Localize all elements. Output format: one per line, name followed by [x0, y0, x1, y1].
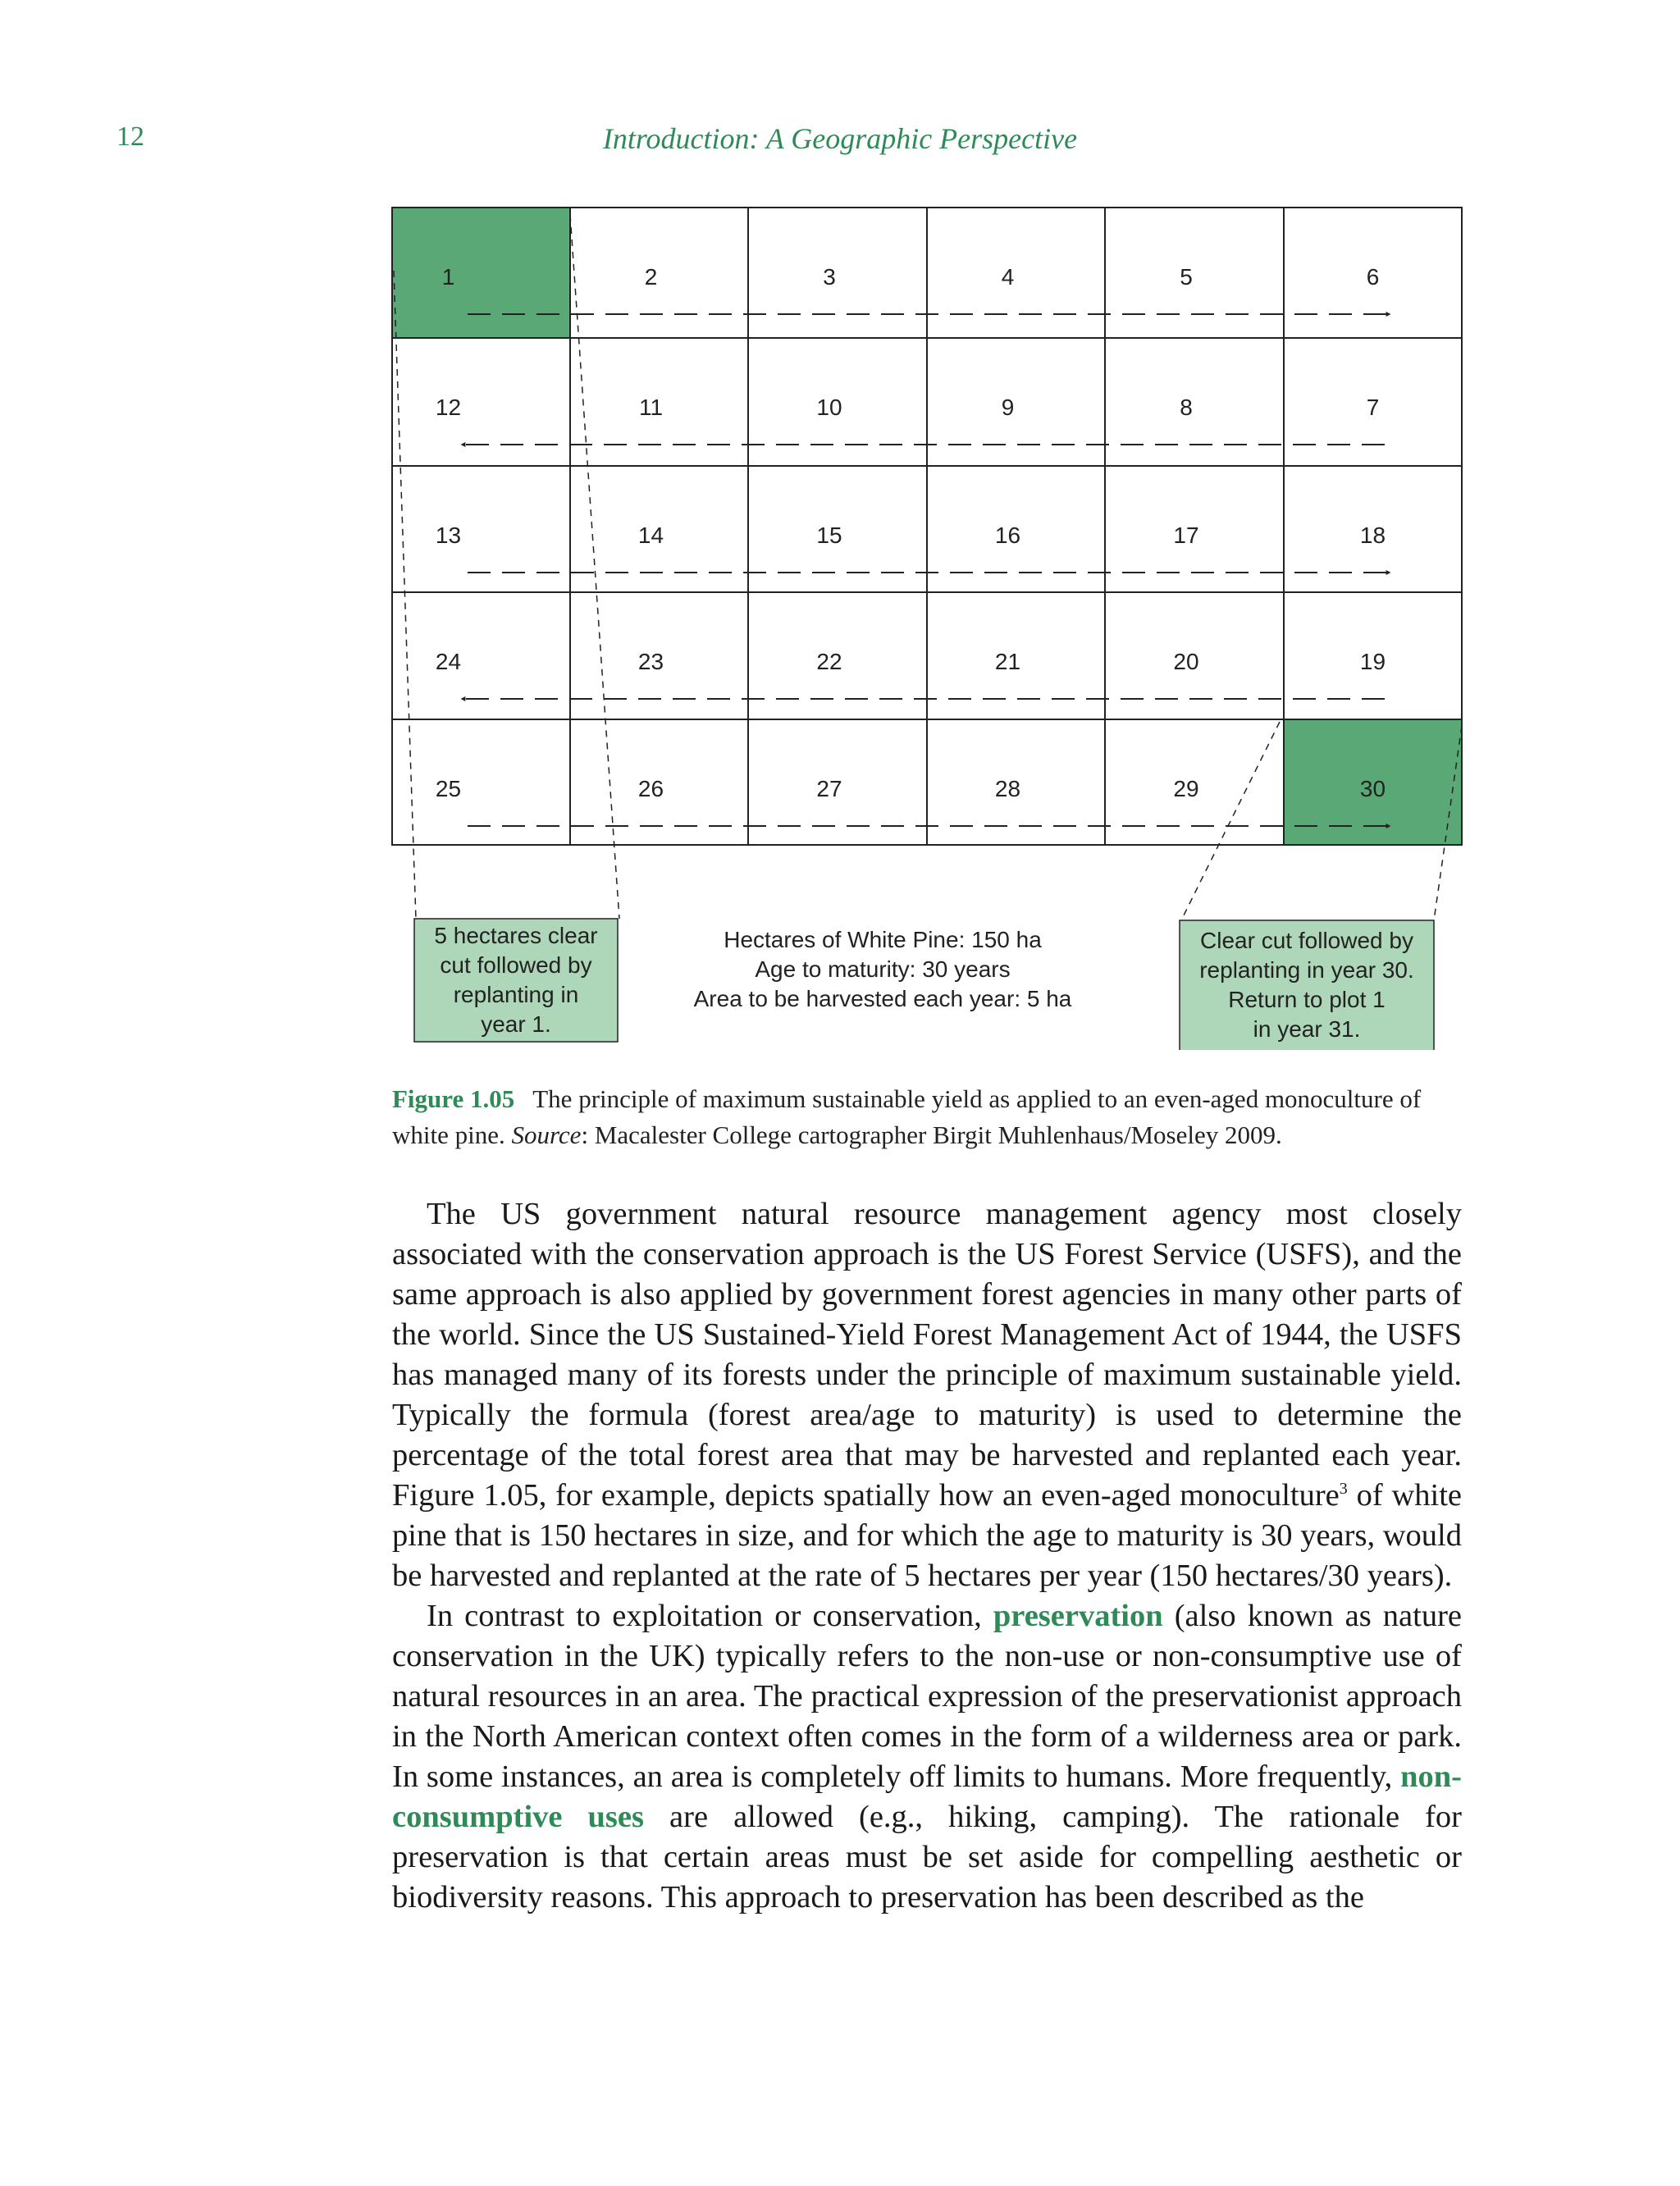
footnote-ref[interactable]: 3 — [1339, 1480, 1348, 1499]
plot-number: 20 — [1173, 649, 1199, 674]
plot-number: 5 — [1180, 264, 1193, 290]
info-line: Area to be harvested each year: 5 ha — [693, 986, 1072, 1011]
leader-line — [1181, 722, 1280, 920]
plot-number: 11 — [638, 395, 664, 420]
running-head: Introduction: A Geographic Perspective — [602, 122, 1078, 155]
plot-number: 22 — [816, 649, 842, 674]
plot-number: 8 — [1180, 395, 1193, 420]
plot-number: 26 — [637, 776, 664, 801]
plot-number: 27 — [816, 776, 842, 801]
plot-number: 25 — [435, 776, 462, 801]
leader-line — [570, 215, 619, 919]
right-box-line: replanting in year 30. — [1199, 957, 1414, 983]
caption-text: The principle of maximum sustainable yield as applied to an even-aged monoculture of white pine. — [392, 1084, 1422, 1149]
left-box-line: 5 hectares clear — [434, 923, 598, 948]
plot-number: 7 — [1366, 395, 1380, 420]
plot-number: 18 — [1359, 523, 1386, 548]
body-text — [392, 1194, 1462, 1918]
plot-number: 9 — [1001, 395, 1015, 420]
plot-number: 3 — [823, 264, 836, 290]
paragraph: In contrast to exploitation or conservation, preservation (also known as nature conservation in the UK) typically refers to the non-use or non-consumptive use of natural resources in an area. The practical expression of the preservationist approach in the North American context often comes in the form of a wilderness area or park. In some instances, an area is completely off limits to humans. More frequently, non-consumptive uses are allowed (e.g., hiking, camping). The rationale for preservation is that certain areas must be set aside for compelling aesthetic or biodiversity reasons. This approach to preservation has been described as the — [392, 1599, 1462, 1914]
right-box-line: Return to plot 1 — [1228, 987, 1386, 1012]
plot-number: 30 — [1359, 776, 1386, 801]
plot-number: 13 — [435, 523, 462, 548]
plot-number: 24 — [435, 649, 462, 674]
plot-number: 19 — [1359, 649, 1386, 674]
leader-line — [394, 271, 416, 919]
plot-number: 6 — [1366, 264, 1380, 290]
plot-number: 12 — [435, 395, 462, 420]
figure-label: Figure 1.05 — [392, 1084, 515, 1113]
plot-number: 17 — [1173, 523, 1199, 548]
highlighted-plot-cell — [392, 208, 570, 338]
plot-number: 23 — [637, 649, 664, 674]
key-term: non-consumptive uses — [392, 1759, 1462, 1834]
plot-number: 10 — [816, 395, 842, 420]
plot-number: 4 — [1001, 264, 1015, 290]
left-box-line: replanting in — [453, 982, 579, 1007]
caption-source-label: Source — [511, 1120, 582, 1149]
plot-number: 1 — [441, 264, 455, 290]
plot-number: 28 — [994, 776, 1021, 801]
info-line: Hectares of White Pine: 150 ha — [724, 927, 1042, 952]
plot-number: 16 — [994, 523, 1021, 548]
paragraph: The US government natural resource management agency most closely associated with the conservation approach is the US Forest Service (USFS), and the same approach is also applied by government forest agencies in many other parts of the world. Since the US Sustained-Yield Forest Management Act of 1944, the USFS has managed many of its forests under the principle of maximum sustainable yield. Typically the formula (forest area/age to maturity) is used to determine the percentage of the total forest area that may be harvested and replanted each year. Figure 1.05, for example, depicts spatially how an even-aged monoculture$^3$ of white pine that is 150 hectares in size, and for which the age to maturity is 30 years, would be harvested and replanted at the rate of 5 hectares per year (150 hectares/30 years). — [392, 1197, 1463, 1593]
caption-source: : Macalester College cartographer Birgit Muhlenhaus/Moseley 2009. — [581, 1120, 1282, 1149]
right-box-line: Clear cut followed by — [1200, 928, 1413, 953]
left-box-line: year 1. — [481, 1011, 551, 1037]
plot-number: 21 — [994, 649, 1021, 674]
plot-number: 14 — [637, 523, 664, 548]
key-term: preservation — [993, 1599, 1163, 1633]
plot-number: 29 — [1173, 776, 1199, 801]
figure-caption — [392, 1081, 1467, 1153]
right-box-line: in year 31. — [1253, 1016, 1361, 1042]
page-number: 12 — [116, 121, 144, 152]
left-box-line: cut followed by — [440, 952, 592, 978]
plot-number: 15 — [816, 523, 842, 548]
plot-number: 2 — [644, 264, 658, 290]
info-line: Age to maturity: 30 years — [755, 956, 1011, 982]
sustained-yield-figure — [0, 0, 1680, 1066]
